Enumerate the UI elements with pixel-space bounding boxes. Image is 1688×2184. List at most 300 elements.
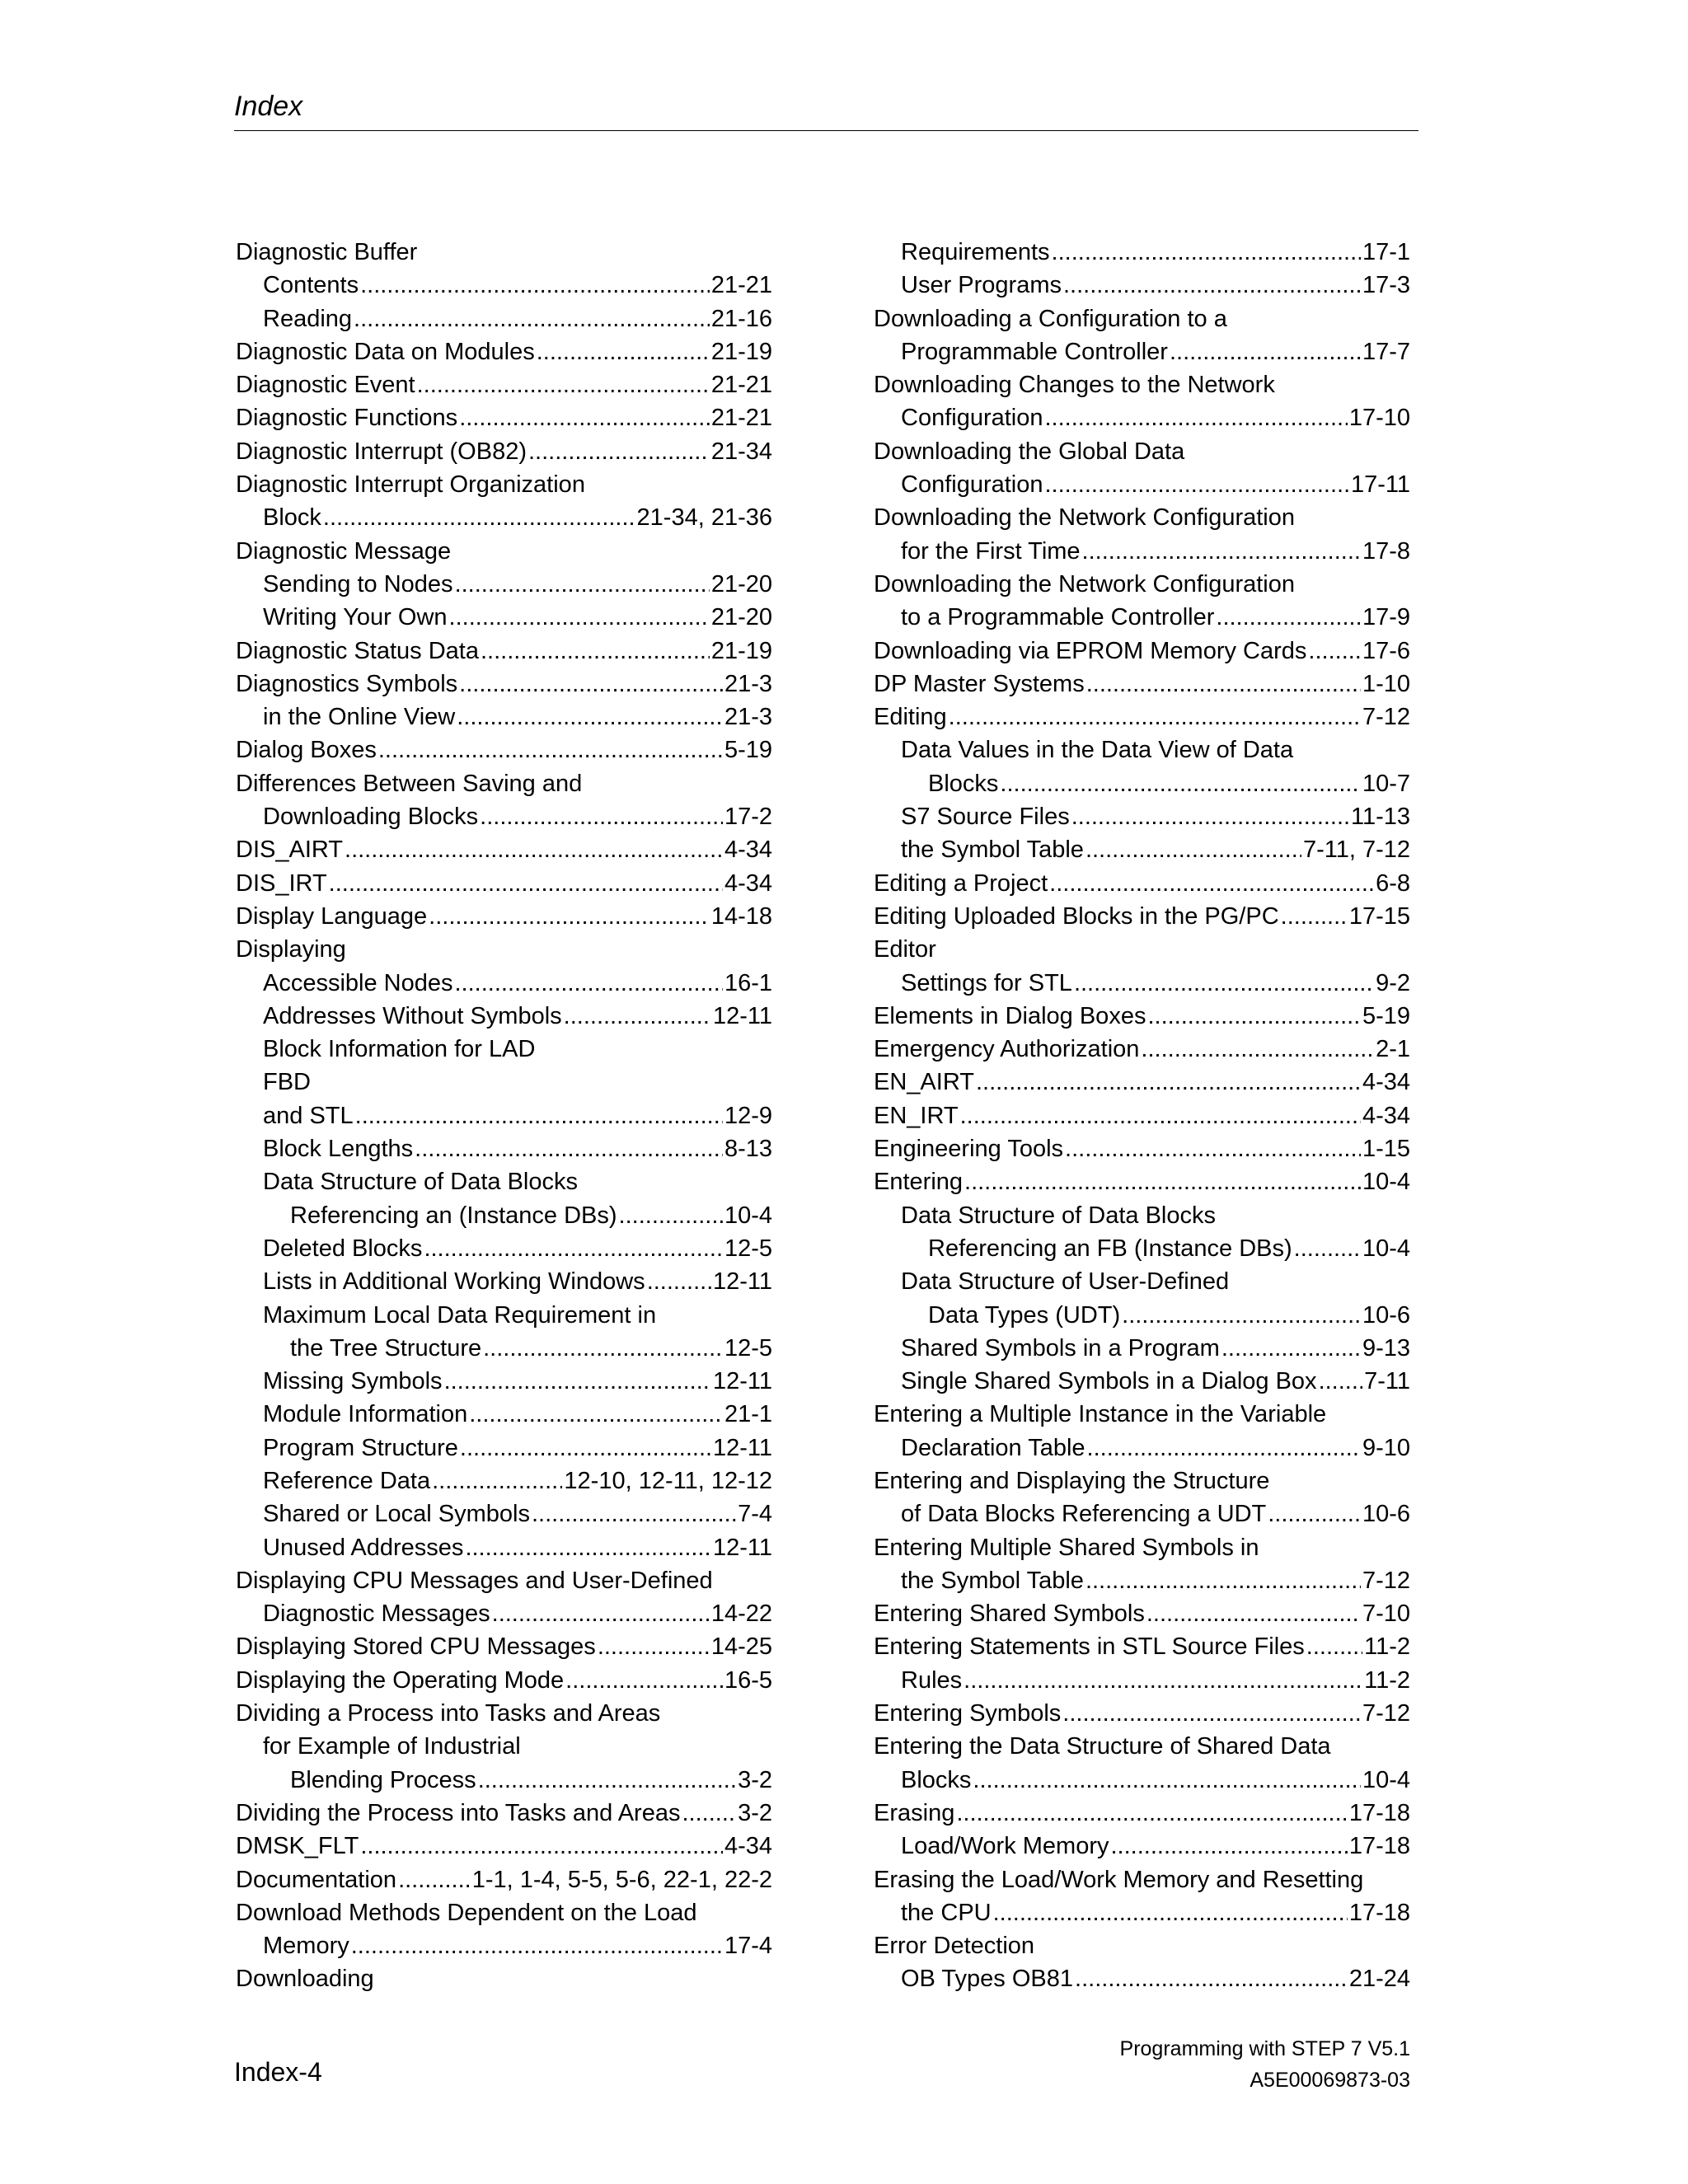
index-term: Requirements [901,239,1050,265]
leader-dots [1082,535,1361,568]
leader-dots [1146,1597,1361,1630]
index-page-ref: 10-4 [724,1202,772,1229]
index-entry [874,635,1410,668]
index-term: User Programs [901,272,1062,299]
index-term: Blocks [901,1766,972,1793]
leader-dots [1281,900,1348,933]
index-term: Diagnostic Functions [236,405,458,432]
index-page-ref: 12-10, 12-11, 12-12 [564,1467,772,1494]
index-term: Editor [874,936,936,963]
leader-dots [1306,1630,1362,1663]
index-page-ref: 7-11 [1364,1368,1410,1395]
index-entry [236,833,772,866]
index-term: the Symbol Table [901,837,1084,864]
index-page-ref: 21-19 [710,338,772,365]
index-term: to a Programmable Controller [901,604,1215,631]
index-entry [236,468,772,501]
index-entry [874,1232,1410,1265]
leader-dots [1074,967,1374,1000]
index-term: Configuration [901,471,1043,499]
index-entry [874,1165,1410,1198]
index-page-ref: 12-5 [724,1334,772,1361]
index-page-ref: 1-1, 1-4, 5-5, 5-6, 22-1, 22-2 [471,1866,772,1893]
index-page-ref: 12-11 [712,1002,772,1029]
index-entry [874,1697,1410,1730]
index-entry [874,1265,1410,1298]
index-term: Diagnostic Data on Modules [236,338,535,365]
index-entry [236,568,772,601]
index-term: Downloading the Global Data [874,438,1185,465]
index-entry [236,302,772,335]
index-entry [874,1664,1410,1697]
index-page-ref: 17-2 [724,804,772,831]
footer-order-number: A5E00069873-03 [1250,2069,1410,2092]
index-term: Entering Symbols [874,1700,1062,1727]
index-page-ref: 21-3 [724,704,772,731]
leader-dots [647,1265,711,1298]
index-entry [236,701,772,733]
leader-dots [1319,1365,1363,1398]
index-term: Downloading the Network Configuration [874,504,1296,532]
index-entry [236,1597,772,1630]
index-entry [236,1564,772,1597]
index-term: Deleted Blocks [263,1235,423,1262]
index-entry [874,269,1410,302]
index-term: Data Structure of Data Blocks [263,1169,578,1196]
leader-dots [1063,269,1361,302]
index-column-left [236,236,772,1996]
index-entry [874,967,1410,1000]
index-page-ref: 21-21 [710,405,772,432]
index-term: Editing Uploaded Blocks in the PG/PC [874,902,1279,930]
index-entry [236,733,772,766]
index-term: the CPU [901,1899,992,1926]
leader-dots [564,1000,711,1033]
index-page-ref: 7-12 [1362,1700,1410,1727]
index-term: the Symbol Table [901,1567,1084,1594]
index-term: Differences Between Saving and [236,770,583,797]
index-entry [874,501,1410,534]
index-entry [874,733,1410,766]
leader-dots [492,1597,710,1630]
index-term: Emergency Authorization [874,1036,1140,1063]
index-entry [874,601,1410,634]
index-page-ref: 21-20 [710,570,772,598]
leader-dots [1221,1332,1361,1365]
index-entry [874,1497,1410,1530]
index-term: Entering the Data Structure of Shared Data [874,1733,1331,1760]
index-entry [236,668,772,701]
index-term: Diagnostic Status Data [236,637,479,664]
leader-dots [1086,668,1361,701]
index-page-ref: 17-3 [1362,272,1410,299]
index-entry [874,1531,1410,1564]
index-page-ref: 1-10 [1362,670,1410,697]
index-entry [236,900,772,933]
index-entry [236,1797,772,1830]
index-term: Programmable Controller [901,338,1168,365]
index-term: OB Types OB81 [901,1966,1074,1993]
index-term: Error Detection [874,1933,1035,1960]
index-term: DP Master Systems [874,670,1085,697]
leader-dots [469,1398,723,1431]
index-entry [236,1863,772,1896]
index-entry [874,1764,1410,1797]
index-term: Accessible Nodes [263,969,453,996]
index-page-ref: 17-18 [1348,1799,1410,1826]
index-term: Downloading [236,1966,374,1993]
index-entry [874,1830,1410,1863]
index-page-ref: 7-11, 7-12 [1302,837,1410,864]
index-entry [874,468,1410,501]
leader-dots [1122,1299,1361,1332]
index-page-ref: 2-1 [1376,1036,1410,1063]
leader-dots [449,601,710,634]
index-page-ref: 17-18 [1348,1833,1410,1860]
index-term: Engineering Tools [874,1136,1064,1163]
index-page-ref: 17-10 [1348,405,1410,432]
leader-dots [537,335,710,368]
leader-dots [1111,1830,1348,1863]
page-header-title: Index [234,91,303,122]
index-entry [874,1797,1410,1830]
index-page-ref: 5-19 [1362,1002,1410,1029]
index-entry [236,1066,772,1099]
index-page-ref: 17-15 [1348,902,1410,930]
index-entry [874,1564,1410,1597]
index-term: Maximum Local Data Requirement in [263,1301,657,1329]
index-entry [236,1365,772,1398]
index-page-ref: 17-7 [1362,338,1410,365]
index-entry [236,1265,772,1298]
leader-dots [378,733,723,766]
leader-dots [973,1764,1361,1797]
index-page-ref: 12-11 [712,1534,772,1561]
index-page-ref: 9-13 [1362,1334,1410,1361]
index-term: Single Shared Symbols in a Dialog Box [901,1368,1317,1395]
index-term: Data Values in the Data View of Data [901,737,1294,764]
index-page-ref: 7-12 [1362,704,1410,731]
index-page-ref: 21-34 [710,438,772,465]
index-page-ref: 12-5 [724,1235,772,1262]
index-page-ref: 10-6 [1362,1501,1410,1528]
index-page-ref: 17-4 [724,1933,772,1960]
index-page-ref: 9-10 [1362,1434,1410,1461]
leader-dots [455,967,723,1000]
leader-dots [964,1165,1361,1198]
leader-dots [1045,468,1349,501]
index-entry [236,1764,772,1797]
index-term: Reference Data [263,1467,431,1494]
index-term: DMSK_FLT [236,1833,359,1860]
index-entry [236,1465,772,1497]
index-entry [874,368,1410,401]
index-entry [874,933,1410,966]
leader-dots [457,701,723,733]
footer-manual-info [1120,2033,1410,2096]
index-entry [236,867,772,900]
index-term: Documentation [236,1866,397,1893]
index-term: S7 Source Files [901,804,1070,831]
index-entry [874,800,1410,833]
index-page-ref: 21-1 [724,1401,772,1428]
leader-dots [465,1531,711,1564]
index-term: Dividing the Process into Tasks and Areas [236,1799,681,1826]
index-entry [874,568,1410,601]
leader-dots [360,269,710,302]
index-page-ref: 11-2 [1364,1633,1410,1661]
index-term: Dividing a Process into Tasks and Areas [236,1700,661,1727]
index-term: Load/Work Memory [901,1833,1109,1860]
index-term: EN_IRT [874,1102,959,1129]
index-entry [236,1531,772,1564]
index-entry [874,1863,1410,1896]
index-page-ref: 9-2 [1376,969,1410,996]
index-entry [236,1033,772,1066]
leader-dots [432,1465,562,1497]
leader-dots [1075,1962,1348,1995]
index-term: Elements in Dialog Boxes [874,1002,1146,1029]
index-page-ref: 16-1 [724,969,772,996]
index-term: Diagnostic Buffer [236,239,418,265]
index-entry [874,1465,1410,1497]
index-page-ref: 8-13 [724,1136,772,1163]
index-entry [874,236,1410,269]
leader-dots [483,1332,723,1365]
leader-dots [1147,1000,1361,1033]
index-entry [874,1730,1410,1763]
index-term: Entering and Displaying the Structure [874,1467,1270,1494]
leader-dots [682,1797,736,1830]
leader-dots [424,1232,723,1265]
index-term: Displaying CPU Messages and User-Defined [236,1567,713,1594]
index-entry [874,535,1410,568]
index-page-ref: 21-19 [710,637,772,664]
index-term: Download Methods Dependent on the Load [236,1899,697,1926]
leader-dots [459,668,723,701]
index-page-ref: 5-19 [724,737,772,764]
index-entry [874,302,1410,335]
index-entry [874,1199,1410,1232]
leader-dots [1062,1697,1361,1730]
index-term: Rules [901,1666,963,1694]
index-page-ref: 4-34 [724,869,772,897]
index-page-ref: 16-5 [724,1666,772,1694]
index-term: in the Online View [263,704,456,731]
index-page-ref: 7-10 [1362,1601,1410,1628]
index-term: Block Information for LAD [263,1036,536,1063]
leader-dots [480,800,723,833]
index-term: Settings for STL [901,969,1072,996]
index-term: Addresses Without Symbols [263,1002,562,1029]
index-term: Memory [263,1933,349,1960]
index-page-ref: 17-18 [1348,1899,1410,1926]
leader-dots [360,1830,723,1863]
index-term: Display Language [236,902,428,930]
index-entry [236,236,772,269]
index-page-ref: 4-34 [724,1833,772,1860]
index-page-ref: 10-4 [1362,1169,1410,1196]
index-entry [874,1033,1410,1066]
index-entry [874,701,1410,733]
index-entry [874,1066,1410,1099]
index-entry [874,1332,1410,1365]
index-term: Entering Statements in STL Source Files [874,1633,1305,1661]
footer-manual-title: Programming with STEP 7 V5.1 [1119,2037,1410,2060]
leader-dots [460,1432,711,1465]
leader-dots [1308,635,1361,668]
leader-dots [459,401,710,434]
index-term: Entering [874,1169,964,1196]
index-entry [236,1165,772,1198]
index-entry [236,368,772,401]
index-term: Erasing [874,1799,955,1826]
leader-dots [429,900,710,933]
index-term: Referencing an (Instance DBs) [290,1202,617,1229]
index-term: Lists in Additional Working Windows [263,1268,645,1296]
index-entry [236,1432,772,1465]
index-entry [236,1299,772,1332]
index-page-ref: 10-4 [1362,1235,1410,1262]
leader-dots [1052,236,1361,269]
index-entry [874,1929,1410,1962]
index-term: Diagnostic Interrupt (OB82) [236,438,527,465]
leader-dots [1000,767,1361,800]
leader-dots [351,1929,723,1962]
leader-dots [323,501,635,534]
index-page-ref: 3-2 [738,1766,772,1793]
index-term: Editing a Project [874,869,1048,897]
index-entry [236,1962,772,1995]
index-term: Referencing an FB (Instance DBs) [928,1235,1292,1262]
leader-dots [417,368,710,401]
leader-dots [1071,800,1349,833]
index-page-ref: 21-21 [710,372,772,399]
index-term: Sending to Nodes [263,570,453,598]
index-term: for the First Time [901,537,1081,565]
index-term: Writing Your Own [263,604,448,631]
index-page-ref: 4-34 [724,837,772,864]
index-entry [874,900,1410,933]
index-page-ref: 21-20 [710,604,772,631]
index-page-ref: 17-11 [1350,471,1410,499]
leader-dots [528,435,710,468]
leader-dots [993,1896,1348,1929]
leader-dots [1049,867,1374,900]
index-term: and STL [263,1102,354,1129]
index-page-ref: 11-13 [1350,804,1410,831]
index-page-ref: 10-7 [1362,770,1410,797]
index-entry [874,1132,1410,1165]
index-page-ref: 12-11 [712,1434,772,1461]
leader-dots [1268,1497,1361,1530]
index-entry [874,1099,1410,1132]
index-term: Dialog Boxes [236,737,377,764]
leader-dots [949,701,1361,733]
leader-dots [1085,1564,1361,1597]
index-term: Block Lengths [263,1136,414,1163]
index-term: Entering a Multiple Instance in the Variable [874,1401,1327,1428]
index-entry [236,1099,772,1132]
index-entry [874,867,1410,900]
index-column-right [874,236,1410,1996]
leader-dots [598,1630,710,1663]
index-term: Entering Multiple Shared Symbols in [874,1534,1259,1561]
index-page-ref: 14-22 [710,1601,772,1628]
index-term: Blocks [928,770,999,797]
index-term: Data Structure of User-Defined [901,1268,1230,1296]
index-page-ref: 21-3 [724,670,772,697]
index-entry [236,767,772,800]
index-term: Block [263,504,321,532]
index-entry [874,767,1410,800]
index-term: Diagnostic Messages [263,1601,490,1628]
index-entry [874,1398,1410,1431]
leader-dots [354,302,710,335]
leader-dots [1087,1432,1361,1465]
leader-dots [355,1099,723,1132]
index-term: Data Structure of Data Blocks [901,1202,1216,1229]
leader-dots [329,867,723,900]
index-entry [236,1929,772,1962]
leader-dots [960,1099,1361,1132]
index-term: Diagnostic Interrupt Organization [236,471,585,499]
index-page-ref: 4-34 [1362,1069,1410,1096]
leader-dots [478,1764,736,1797]
leader-dots [481,635,710,668]
index-entry [236,335,772,368]
index-term: Declaration Table [901,1434,1085,1461]
index-page-ref: 21-24 [1348,1966,1410,1993]
index-page-ref: 17-6 [1362,637,1410,664]
index-page-ref: 21-21 [710,272,772,299]
index-term: Contents [263,272,359,299]
index-page-ref: 4-34 [1362,1102,1410,1129]
index-entry [236,1664,772,1697]
leader-dots [415,1132,723,1165]
index-term: for Example of Industrial [263,1733,521,1760]
index-page-ref: 3-2 [738,1799,772,1826]
index-term: Erasing the Load/Work Memory and Resetting [874,1866,1364,1893]
index-page-ref: 6-8 [1376,869,1410,897]
leader-dots [964,1664,1362,1697]
index-term: Downloading via EPROM Memory Cards [874,637,1307,664]
index-entry [874,1365,1410,1398]
index-term: of Data Blocks Referencing a UDT [901,1501,1267,1528]
index-term: Diagnostic Event [236,372,415,399]
leader-dots [619,1199,723,1232]
index-entry [236,269,772,302]
index-entry [874,1299,1410,1332]
leader-dots [1141,1033,1374,1066]
index-entry [874,833,1410,866]
index-entry [236,635,772,668]
index-entry [236,1132,772,1165]
index-page-ref: 17-8 [1362,537,1410,565]
index-term: Program Structure [263,1434,458,1461]
index-term: Editing [874,704,947,731]
index-page-ref: 14-25 [710,1633,772,1661]
header-rule [234,130,1418,131]
index-term: DIS_IRT [236,869,327,897]
index-entry [236,1000,772,1033]
index-term: the Tree Structure [290,1334,482,1361]
leader-dots [1085,833,1301,866]
index-page-ref: 11-2 [1364,1666,1410,1694]
index-entry [236,435,772,468]
index-term: Blending Process [290,1766,476,1793]
index-page-ref: 21-16 [710,305,772,332]
